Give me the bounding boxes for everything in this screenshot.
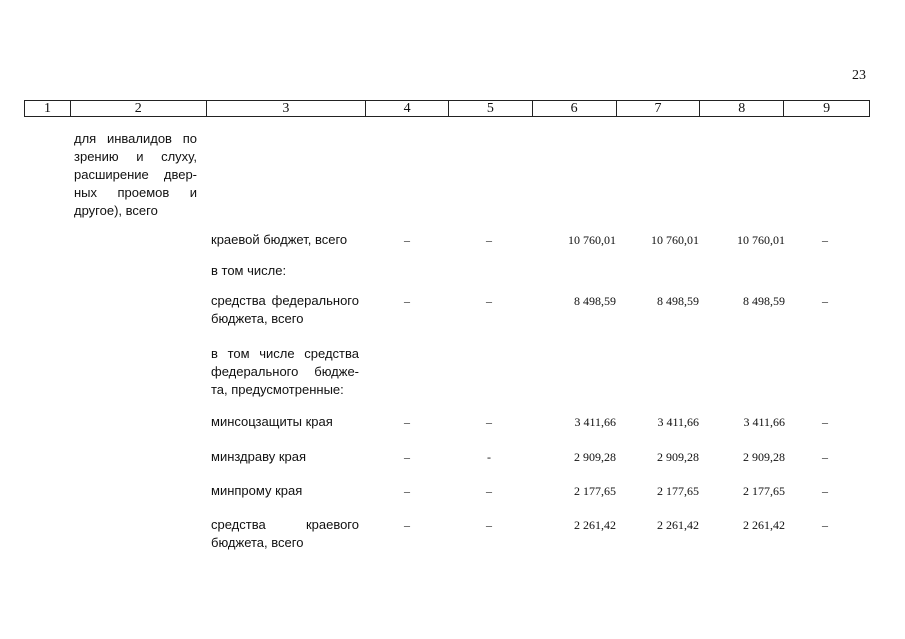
cell-col5: – (486, 233, 492, 247)
cell-col5: – (486, 484, 492, 498)
row-label: минсоцзащиты края (211, 414, 333, 429)
cell-col6: 10 760,01 (568, 233, 616, 247)
header-cell-1: 1 (25, 101, 71, 116)
cell-col9: – (822, 233, 828, 247)
cell-col9: – (822, 518, 828, 532)
cell-col6: 2 177,65 (574, 484, 616, 498)
cell-col4: – (404, 518, 410, 532)
cell-col4: – (404, 294, 410, 308)
header-cell-2: 2 (71, 101, 207, 116)
cell-col4: – (404, 484, 410, 498)
row-label: в том числе средства федерального бюдже-та, предусмотренные: (211, 346, 359, 397)
header-cell-9: 9 (823, 101, 831, 116)
cell-col5: – (486, 294, 492, 308)
cell-col5: – (486, 415, 492, 429)
cell-col7: 8 498,59 (657, 294, 699, 308)
cell-col9: – (822, 484, 828, 498)
cell-col8: 2 261,42 (743, 518, 785, 532)
cell-col4: – (404, 415, 410, 429)
header-cell-4: 4 (366, 101, 449, 116)
row-label: минпрому края (211, 483, 303, 498)
table-row (0, 345, 905, 397)
table-row (0, 413, 905, 453)
row-label: краевой бюджет, всего (211, 232, 348, 247)
cell-col8: 2 909,28 (743, 450, 785, 464)
cell-col7: 3 411,66 (657, 415, 699, 429)
cell-col6: 2 261,42 (574, 518, 616, 532)
table-row (0, 292, 905, 332)
cell-col6: 8 498,59 (574, 294, 616, 308)
cell-col7: 2 261,42 (657, 518, 699, 532)
cell-col9: – (822, 294, 828, 308)
cell-col7: 10 760,01 (651, 233, 699, 247)
cell-col8: 2 177,65 (743, 484, 785, 498)
cell-col8: 10 760,01 (737, 233, 785, 247)
cell-col8: 8 498,59 (743, 294, 785, 308)
row-label: в том числе: (211, 263, 287, 278)
cell-col9: – (822, 450, 828, 464)
header-cell-3: 3 (207, 101, 367, 116)
cell-col6: 3 411,66 (574, 415, 616, 429)
page-number: 23 (852, 68, 866, 83)
cell-col7: 2 177,65 (657, 484, 699, 498)
cell-col4: – (404, 233, 410, 247)
row-label: средства краевого бюджета, всего (211, 517, 359, 550)
cell-col4: – (404, 450, 410, 464)
header-cell-8: 8 (700, 101, 784, 116)
header-cell-6: 6 (533, 101, 617, 116)
row-label: средства федерального бюджета, всего (211, 293, 359, 326)
cell-col7: 2 909,28 (657, 450, 699, 464)
category-description: для инвалидов по зрению и слуху, расширение двер-ных проемов и другое), всего (74, 131, 197, 218)
header-cell-7: 7 (617, 101, 701, 116)
cell-col5: – (486, 518, 492, 532)
row-label: минздраву края (211, 449, 307, 464)
cell-col5: - (487, 450, 491, 464)
table-row (0, 516, 905, 556)
cell-col9: – (822, 415, 828, 429)
header-cell-5: 5 (449, 101, 533, 116)
table-header-row (24, 100, 870, 117)
cell-col6: 2 909,28 (574, 450, 616, 464)
cell-col8: 3 411,66 (743, 415, 785, 429)
